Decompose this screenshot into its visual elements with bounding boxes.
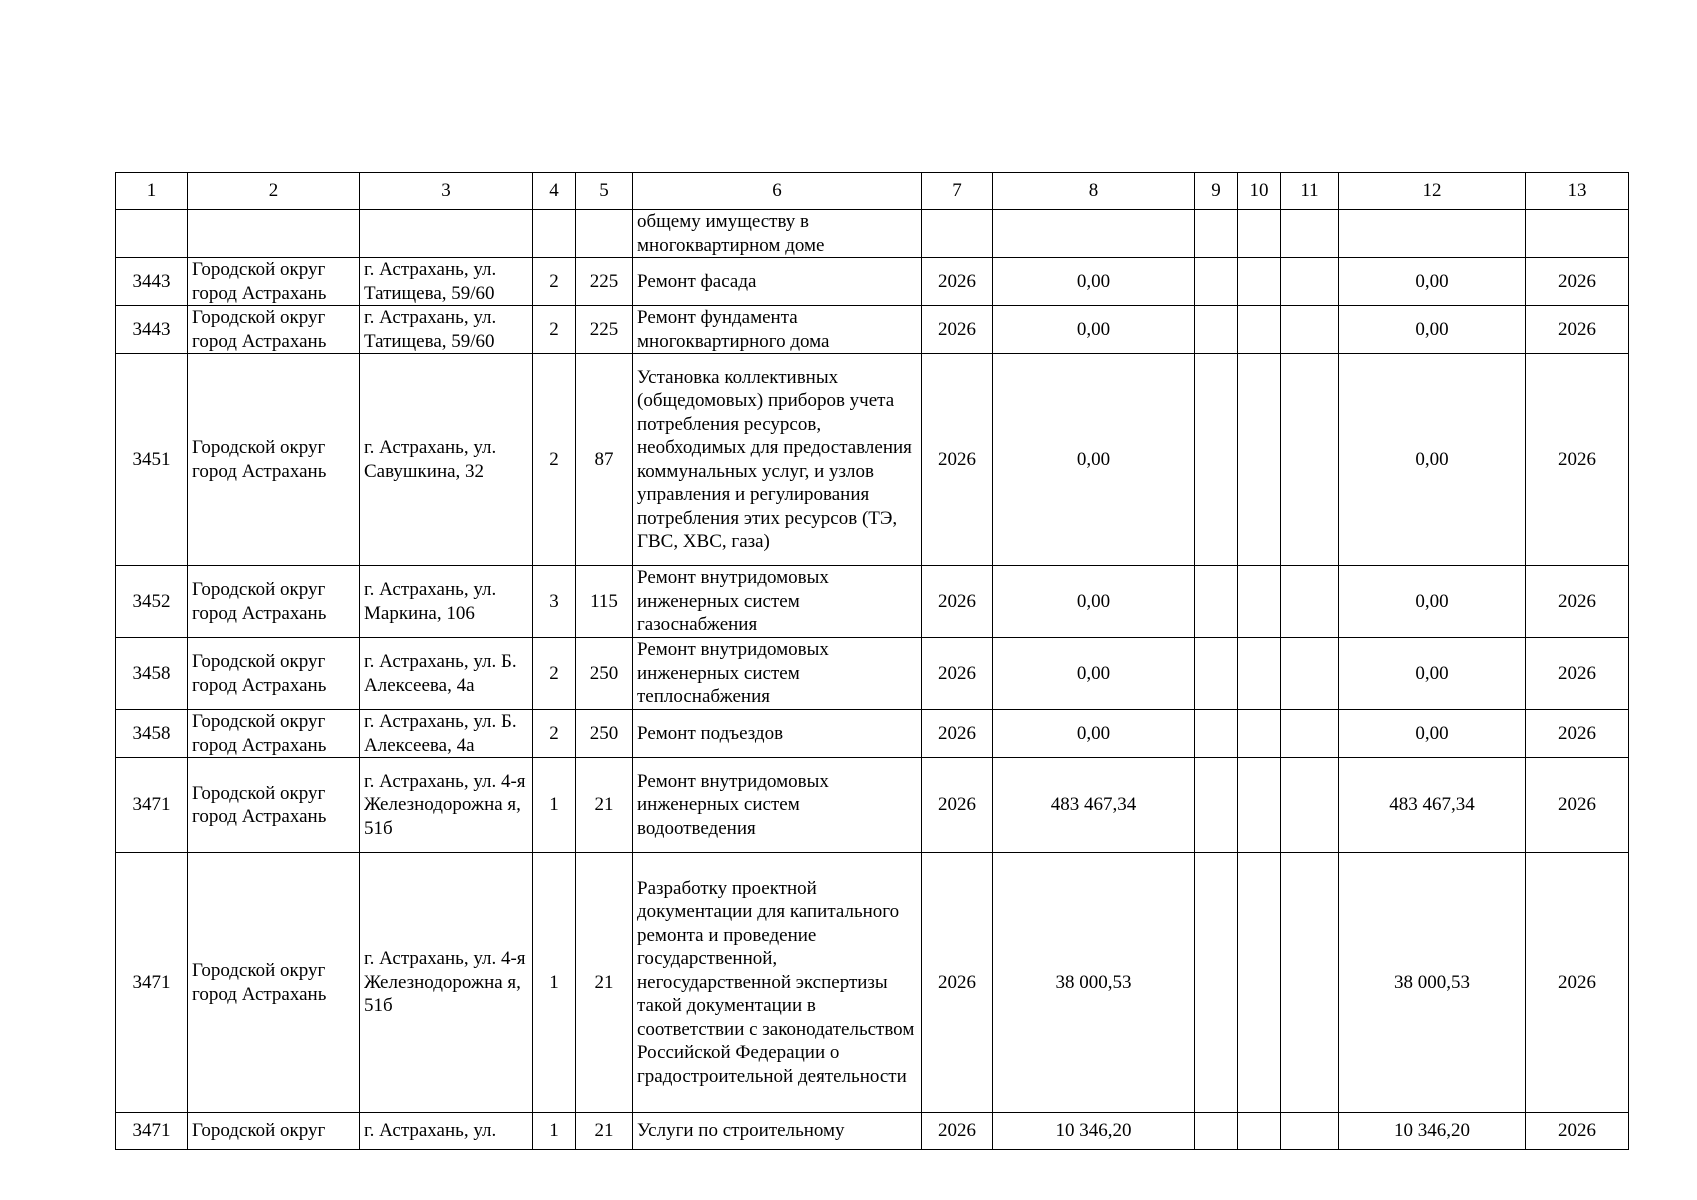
work-type-cell: общему имуществу в многоквартирном доме <box>633 210 922 258</box>
header-cell-3: 3 <box>360 173 533 210</box>
work-type-cell: Разработку проектной документации для капитального ремонта и проведение государственной, негосударственной экспертизы такой документации в соответствии с законодательством Российской Федерации о градостроительной деятельности <box>633 853 922 1113</box>
address-cell: г. Астрахань, ул. Татищева, 59/60 <box>360 258 533 306</box>
col-11-cell <box>1281 306 1339 354</box>
col-12-cost-cell: 0,00 <box>1339 638 1526 710</box>
apartments-count-cell: 250 <box>576 710 633 758</box>
municipality-cell: Городской округ город Астрахань <box>188 354 360 566</box>
row-number-cell: 3452 <box>116 566 188 638</box>
address-cell: г. Астрахань, ул. Савушкина, 32 <box>360 354 533 566</box>
table-body <box>116 173 1629 1150</box>
header-cell-4: 4 <box>533 173 576 210</box>
col-13-year-cell: 2026 <box>1526 710 1629 758</box>
address-cell: г. Астрахань, ул. Маркина, 106 <box>360 566 533 638</box>
floors-count-cell: 2 <box>533 306 576 354</box>
municipality-cell <box>188 210 360 258</box>
col-9-cell <box>1195 354 1238 566</box>
municipality-cell: Городской округ город Астрахань <box>188 566 360 638</box>
col-10-cell <box>1238 306 1281 354</box>
work-type-cell: Ремонт внутридомовых инженерных систем водоотведения <box>633 758 922 853</box>
plan-year-cell: 2026 <box>922 638 993 710</box>
col-10-cell <box>1238 1113 1281 1150</box>
row-number-cell: 3471 <box>116 758 188 853</box>
capital-repair-table <box>115 172 1629 1150</box>
total-cost-cell: 483 467,34 <box>993 758 1195 853</box>
col-9-cell <box>1195 566 1238 638</box>
col-9-cell <box>1195 758 1238 853</box>
floors-count-cell: 2 <box>533 710 576 758</box>
apartments-count-cell <box>576 210 633 258</box>
plan-year-cell: 2026 <box>922 354 993 566</box>
col-10-cell <box>1238 710 1281 758</box>
row-number-cell: 3471 <box>116 1113 188 1150</box>
col-9-cell <box>1195 210 1238 258</box>
municipality-cell: Городской округ город Астрахань <box>188 306 360 354</box>
table-row <box>116 566 1629 638</box>
floors-count-cell: 2 <box>533 258 576 306</box>
col-13-year-cell: 2026 <box>1526 306 1629 354</box>
col-12-cost-cell: 0,00 <box>1339 566 1526 638</box>
col-10-cell <box>1238 853 1281 1113</box>
plan-year-cell <box>922 210 993 258</box>
table-row <box>116 258 1629 306</box>
floors-count-cell: 1 <box>533 853 576 1113</box>
work-type-cell: Ремонт внутридомовых инженерных систем газоснабжения <box>633 566 922 638</box>
header-cell-13: 13 <box>1526 173 1629 210</box>
table-row <box>116 210 1629 258</box>
municipality-cell: Городской округ город Астрахань <box>188 638 360 710</box>
total-cost-cell: 0,00 <box>993 566 1195 638</box>
table-row <box>116 354 1629 566</box>
col-10-cell <box>1238 566 1281 638</box>
col-13-year-cell: 2026 <box>1526 1113 1629 1150</box>
header-cell-12: 12 <box>1339 173 1526 210</box>
col-12-cost-cell: 483 467,34 <box>1339 758 1526 853</box>
col-13-year-cell: 2026 <box>1526 853 1629 1113</box>
address-cell: г. Астрахань, ул. Б. Алексеева, 4а <box>360 638 533 710</box>
apartments-count-cell: 21 <box>576 1113 633 1150</box>
plan-year-cell: 2026 <box>922 306 993 354</box>
col-11-cell <box>1281 758 1339 853</box>
plan-year-cell: 2026 <box>922 758 993 853</box>
row-number-cell: 3451 <box>116 354 188 566</box>
header-cell-8: 8 <box>993 173 1195 210</box>
address-cell: г. Астрахань, ул. Татищева, 59/60 <box>360 306 533 354</box>
row-number-cell: 3458 <box>116 710 188 758</box>
total-cost-cell <box>993 210 1195 258</box>
col-11-cell <box>1281 638 1339 710</box>
municipality-cell: Городской округ город Астрахань <box>188 853 360 1113</box>
col-12-cost-cell: 38 000,53 <box>1339 853 1526 1113</box>
col-13-year-cell: 2026 <box>1526 566 1629 638</box>
col-12-cost-cell <box>1339 210 1526 258</box>
header-cell-10: 10 <box>1238 173 1281 210</box>
col-13-year-cell: 2026 <box>1526 354 1629 566</box>
floors-count-cell: 1 <box>533 1113 576 1150</box>
col-12-cost-cell: 0,00 <box>1339 710 1526 758</box>
floors-count-cell: 2 <box>533 354 576 566</box>
total-cost-cell: 0,00 <box>993 354 1195 566</box>
floors-count-cell <box>533 210 576 258</box>
row-number-cell: 3471 <box>116 853 188 1113</box>
col-9-cell <box>1195 258 1238 306</box>
col-10-cell <box>1238 638 1281 710</box>
col-9-cell <box>1195 638 1238 710</box>
apartments-count-cell: 87 <box>576 354 633 566</box>
col-11-cell <box>1281 258 1339 306</box>
col-11-cell <box>1281 710 1339 758</box>
col-11-cell <box>1281 853 1339 1113</box>
col-9-cell <box>1195 1113 1238 1150</box>
col-11-cell <box>1281 566 1339 638</box>
total-cost-cell: 0,00 <box>993 638 1195 710</box>
header-cell-11: 11 <box>1281 173 1339 210</box>
apartments-count-cell: 21 <box>576 853 633 1113</box>
col-11-cell <box>1281 354 1339 566</box>
header-cell-9: 9 <box>1195 173 1238 210</box>
header-cell-5: 5 <box>576 173 633 210</box>
col-12-cost-cell: 0,00 <box>1339 306 1526 354</box>
work-type-cell: Ремонт внутридомовых инженерных систем теплоснабжения <box>633 638 922 710</box>
row-number-cell: 3443 <box>116 306 188 354</box>
header-cell-6: 6 <box>633 173 922 210</box>
plan-year-cell: 2026 <box>922 566 993 638</box>
col-12-cost-cell: 10 346,20 <box>1339 1113 1526 1150</box>
municipality-cell: Городской округ <box>188 1113 360 1150</box>
table-row <box>116 306 1629 354</box>
floors-count-cell: 3 <box>533 566 576 638</box>
work-type-cell: Услуги по строительному <box>633 1113 922 1150</box>
plan-year-cell: 2026 <box>922 853 993 1113</box>
address-cell: г. Астрахань, ул. 4-я Железнодорожна я, 51б <box>360 758 533 853</box>
table-row <box>116 758 1629 853</box>
address-cell: г. Астрахань, ул. <box>360 1113 533 1150</box>
apartments-count-cell: 225 <box>576 306 633 354</box>
row-number-cell: 3443 <box>116 258 188 306</box>
col-11-cell <box>1281 210 1339 258</box>
col-10-cell <box>1238 354 1281 566</box>
header-row <box>116 173 1629 210</box>
plan-year-cell: 2026 <box>922 710 993 758</box>
total-cost-cell: 0,00 <box>993 710 1195 758</box>
total-cost-cell: 0,00 <box>993 306 1195 354</box>
col-9-cell <box>1195 853 1238 1113</box>
col-9-cell <box>1195 710 1238 758</box>
apartments-count-cell: 21 <box>576 758 633 853</box>
work-type-cell: Ремонт подъездов <box>633 710 922 758</box>
apartments-count-cell: 115 <box>576 566 633 638</box>
municipality-cell: Городской округ город Астрахань <box>188 758 360 853</box>
col-12-cost-cell: 0,00 <box>1339 354 1526 566</box>
municipality-cell: Городской округ город Астрахань <box>188 258 360 306</box>
municipality-cell: Городской округ город Астрахань <box>188 710 360 758</box>
col-10-cell <box>1238 758 1281 853</box>
col-10-cell <box>1238 210 1281 258</box>
total-cost-cell: 0,00 <box>993 258 1195 306</box>
plan-year-cell: 2026 <box>922 1113 993 1150</box>
col-9-cell <box>1195 306 1238 354</box>
table-row <box>116 1113 1629 1150</box>
col-11-cell <box>1281 1113 1339 1150</box>
col-10-cell <box>1238 258 1281 306</box>
total-cost-cell: 10 346,20 <box>993 1113 1195 1150</box>
total-cost-cell: 38 000,53 <box>993 853 1195 1113</box>
col-13-year-cell: 2026 <box>1526 758 1629 853</box>
col-13-year-cell: 2026 <box>1526 638 1629 710</box>
table-row <box>116 710 1629 758</box>
floors-count-cell: 1 <box>533 758 576 853</box>
header-cell-7: 7 <box>922 173 993 210</box>
floors-count-cell: 2 <box>533 638 576 710</box>
address-cell: г. Астрахань, ул. 4-я Железнодорожна я, 51б <box>360 853 533 1113</box>
row-number-cell: 3458 <box>116 638 188 710</box>
address-cell <box>360 210 533 258</box>
col-12-cost-cell: 0,00 <box>1339 258 1526 306</box>
header-cell-1: 1 <box>116 173 188 210</box>
header-cell-2: 2 <box>188 173 360 210</box>
row-number-cell <box>116 210 188 258</box>
col-13-year-cell: 2026 <box>1526 258 1629 306</box>
work-type-cell: Ремонт фундамента многоквартирного дома <box>633 306 922 354</box>
address-cell: г. Астрахань, ул. Б. Алексеева, 4а <box>360 710 533 758</box>
work-type-cell: Ремонт фасада <box>633 258 922 306</box>
plan-year-cell: 2026 <box>922 258 993 306</box>
table-row <box>116 638 1629 710</box>
col-13-year-cell <box>1526 210 1629 258</box>
work-type-cell: Установка коллективных (общедомовых) приборов учета потребления ресурсов, необходимых для предоставления коммунальных услуг, и узлов управления и регулирования потребления этих ресурсов (ТЭ, ГВС, ХВС, газа) <box>633 354 922 566</box>
apartments-count-cell: 225 <box>576 258 633 306</box>
table-row <box>116 853 1629 1113</box>
apartments-count-cell: 250 <box>576 638 633 710</box>
